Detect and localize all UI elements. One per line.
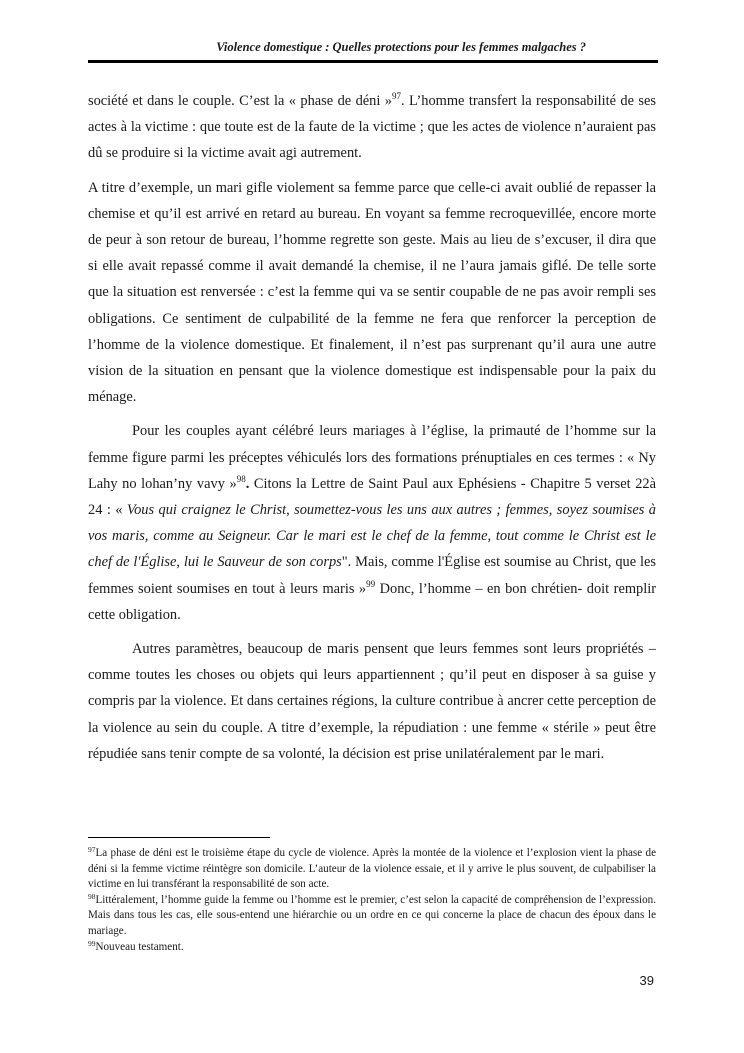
text-run: Pour les couples ayant célébré leurs mariages à l’église, la primauté de l’homme sur la femme figure parmi les préceptes véhiculés lors des formations prénuptiales en ces termes : « Ny Lahy no lohan’ny vavy » <box>88 423 656 492</box>
text-run: Citons la Lettre de Saint Paul aux Ephésiens - Chapitre 5 verset 22à 24 : « <box>88 475 656 519</box>
footnote-number: 97 <box>88 845 96 854</box>
footnote-text: Littéralement, l’homme guide la femme ou l’homme est le premier, c’est selon la capacité de compréhension de l’expression. Mais dans tous les cas, elle sous-entend une hiérarchie ou un ordre en ce qui concerne la place de chacun des époux dans le mariage. <box>88 893 656 937</box>
text-run: Donc, l’homme – en bon chrétien- doit remplir cette obligation. <box>88 580 657 623</box>
text-run: . L’homme transfert la responsabilité de ses actes à la victime : que toute est de la faute de la victime ; que les actes de violence n’auraient pas dû se produire si la victime avait agi autrement. <box>88 93 656 162</box>
header-rule <box>88 60 658 63</box>
page-number: 39 <box>639 973 654 988</box>
footnote-ref-99[interactable]: 99 <box>366 578 376 589</box>
footnote-ref-97[interactable]: 97 <box>392 91 401 101</box>
footnote-98 <box>88 893 656 940</box>
footnote-text: Nouveau testament. <box>95 940 184 953</box>
footnote-number: 99 <box>88 938 96 948</box>
footnote-97 <box>88 846 656 893</box>
footnote-number: 98 <box>88 891 96 901</box>
text-run-bold: . <box>245 475 250 492</box>
text-run: société et dans le couple. C’est la « phase de déni » <box>88 93 392 109</box>
paragraph-2: A titre d’exemple, un mari gifle violement sa femme parce que celle-ci avait oublié de repasser la chemise et qu’il est arrivé en retard au bureau. En voyant sa femme recroquevillée, encore morte de peur à son retour de bureau, l’homme regrette son geste. Mais au lieu de s’excuser, il dira que si elle avait repassé comme il avait demandé la chemise, il ne l’aura jamais giflé. De telle sorte que la situation est renversée : c’est la femme qui va se sentir coupable de ne pas avoir rempli ses obligations. Ce sentiment de culpabilité de la femme ne fera que renforcer la perception de l’homme de la violence domestique. Et finalement, il n’est pas surprenant qu’il aura une autre vision de la situation en pensant que la violence domestique est indispensable pour la paix du ménage. <box>88 179 656 406</box>
footnote-99 <box>88 940 656 956</box>
footnote-text: La phase de déni est le troisième étape du cycle de violence. Après la montée de la violence et l’explosion vient la phase de déni si la femme victime réintègre son domicile. L’auteur de la violence essaie, et il y arrive le plus souvent, de culpabiliser la victime en lui transférant la responsabilité de son acte. <box>88 847 656 891</box>
text-run: ". Mais, comme l'Église est soumise au Christ, que les femmes soient soumises en tout à leurs maris » <box>88 554 656 597</box>
footnote-separator <box>88 837 270 838</box>
footnotes <box>88 846 656 955</box>
paragraph-1 <box>88 88 656 167</box>
body-text <box>88 88 656 767</box>
paragraph-4: Autres paramètres, beaucoup de maris pensent que leurs femmes sont leurs propriétés – comme toutes les choses ou objets qui leurs appartiennent ; qu’il peut en disposer à sa guise y compris par la violence. Et dans certaines régions, la culture contribue à ancrer cette perception de la violence au sein du couple. A titre d’exemple, la répudiation : une femme « stérile » peut être répudiée sans tenir compte de sa volonté, la décision est prise unilatéralement par le mari. <box>88 641 656 762</box>
paragraph-3 <box>88 418 656 628</box>
running-header: Violence domestique : Quelles protections pour les femmes malgaches ? <box>216 40 586 54</box>
bible-quote: Vous qui craignez le Christ, soumettez-vous les uns aux autres ; femmes, soyez soumises à vos maris, comme au Seigneur. Car le mari est le chef de la femme, tout comme le Christ est le chef de l'Église, lui le Sauveur de son corps <box>88 502 657 571</box>
footnote-ref-98[interactable]: 98 <box>236 473 246 484</box>
